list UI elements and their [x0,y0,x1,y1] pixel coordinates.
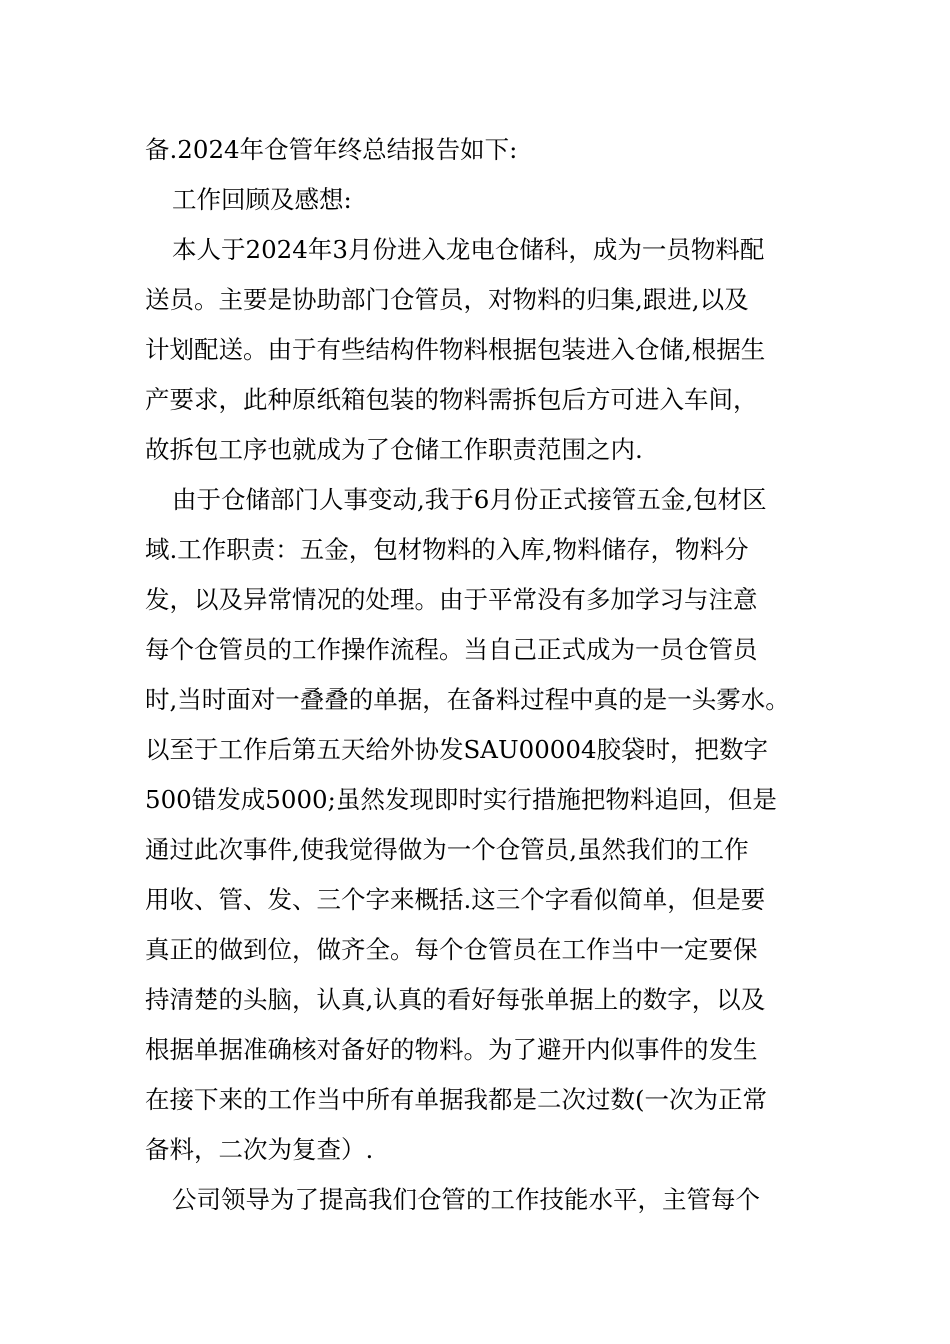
text-line [0,730,950,770]
text-line-content: 备.2024年仓管年终总结报告如下: [145,135,518,164]
text-line-content: 每个仓管员的工作操作流程。当自己正式成为一员仓管员 [145,635,758,664]
text-line-content: 产要求，此种原纸箱包装的物料需拆包后方可进入车间， [145,385,758,414]
text-line-content: 发，以及异常情况的处理。由于平常没有多加学习与注意 [145,585,758,614]
text-line-content: 计划配送。由于有些结构件物料根据包装进入仓储,根据生 [145,335,766,364]
text-line-content: 域.工作职责：五金，包材物料的入库,物料储存，物料分 [145,535,749,564]
text-line [0,830,950,870]
text-line-content: 备料，二次为复查）. [145,1135,374,1164]
text-line [0,1180,950,1220]
text-line [0,780,950,820]
text-line-content: 真正的做到位，做齐全。每个仓管员在工作当中一定要保 [145,935,758,964]
text-line [0,1030,950,1070]
text-line [0,380,950,420]
text-line [0,130,950,170]
text-line-content: 根据单据准确核对备好的物料。为了避开内似事件的发生 [145,1035,758,1064]
text-line-content: 公司领导为了提高我们仓管的工作技能水平，主管每个 [172,1185,760,1214]
text-line [0,330,950,370]
text-line-content: 故拆包工序也就成为了仓储工作职责范围之内. [145,435,643,464]
text-line [0,530,950,570]
text-line [0,630,950,670]
text-line-content: 时,当时面对一叠叠的单据，在备料过程中真的是一头雾水。 [145,685,790,714]
text-line [0,1130,950,1170]
text-line [0,230,950,270]
text-line-content: 在接下来的工作当中所有单据我都是二次过数(一次为正常 [145,1085,768,1114]
text-line [0,880,950,920]
text-line-content: 以至于工作后第五天给外协发SAU00004胶袋时，把数字 [145,735,769,764]
text-line-content: 用收、管、发、三个字来概括.这三个字看似简单，但是要 [145,885,766,914]
text-line-content: 工作回顾及感想: [172,185,352,214]
text-line-content: 通过此次事件,使我觉得做为一个仓管员,虽然我们的工作 [145,835,749,864]
text-line-content: 本人于2024年3月份进入龙电仓储科，成为一员物料配 [172,235,765,264]
text-line [0,930,950,970]
text-line [0,1080,950,1120]
text-line [0,480,950,520]
text-line-content: 送员。主要是协助部门仓管员，对物料的归集,跟进,以及 [145,285,749,314]
text-line [0,180,950,220]
text-line [0,980,950,1020]
text-line [0,680,950,720]
text-line-content: 500错发成5000;虽然发现即时实行措施把物料追回，但是 [145,785,777,814]
text-line-content: 由于仓储部门人事变动,我于6月份正式接管五金,包材区 [172,485,767,514]
text-line [0,580,950,620]
text-line-content: 持清楚的头脑，认真,认真的看好每张单据上的数字，以及 [145,985,766,1014]
text-line [0,280,950,320]
text-line [0,430,950,470]
